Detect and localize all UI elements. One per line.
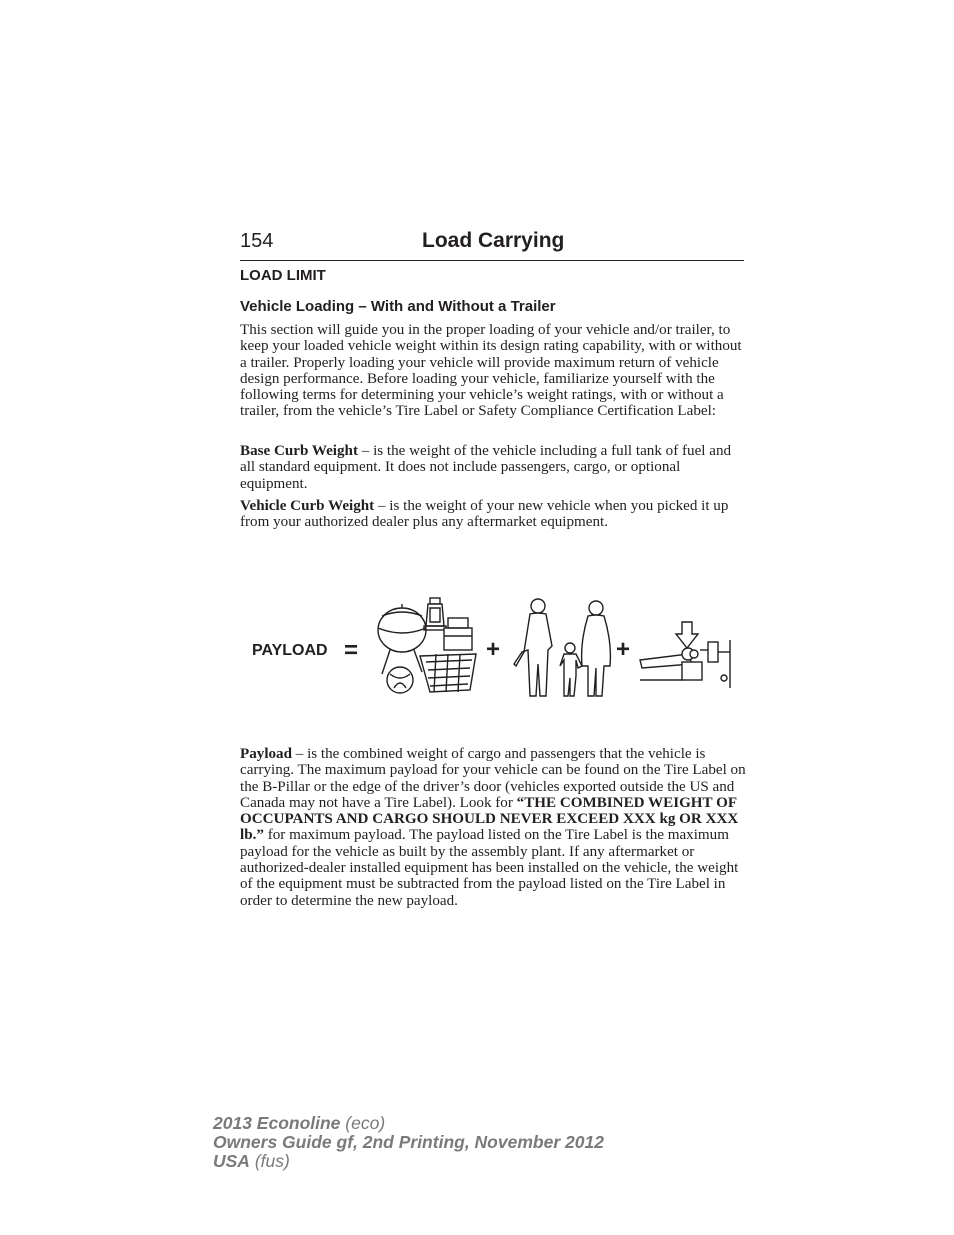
passengers-icon — [514, 599, 610, 696]
plus-sign-first: + — [486, 636, 501, 663]
chapter-title: Load Carrying — [422, 229, 565, 252]
footer-market-line — [213, 1152, 604, 1171]
page-header — [240, 228, 744, 261]
payload-definition-part1: – is the combined weight of cargo and passengers that the vehicle is carrying. The maximum payload for your vehicle can be found on the Tire Label on the B-Pillar or the edge of the driver’s door (vehicles exported outside the US and Canada may not have a Tire Label). Look for — [240, 746, 746, 811]
plus-sign-second: + — [616, 636, 631, 663]
base-curb-weight-definition: – is the weight of the vehicle including a full tank of fuel and all standard equipment. It does not include passengers, cargo, or optional equipment. — [240, 443, 732, 492]
equals-sign: = — [344, 637, 359, 664]
section-title: LOAD LIMIT — [240, 267, 326, 284]
footer-model: 2013 Econoline — [213, 1113, 341, 1133]
base-curb-weight-paragraph — [240, 443, 746, 492]
cargo-icon — [378, 598, 476, 693]
vehicle-curb-weight-paragraph — [240, 498, 746, 531]
footer-guide: Owners Guide gf, 2nd Printing, November 2012 — [213, 1132, 604, 1152]
footer-market: USA — [213, 1151, 250, 1171]
trailer-hitch-icon — [640, 622, 730, 688]
payload-paragraph — [240, 746, 746, 909]
footer-market-code: (fus) — [249, 1151, 290, 1171]
base-curb-weight-term: Base Curb Weight — [240, 443, 358, 459]
page-number: 154 — [240, 230, 274, 252]
page-footer — [213, 1114, 604, 1171]
subsection-title: Vehicle Loading – With and Without a Trailer — [240, 298, 556, 315]
payload-illustration — [250, 592, 732, 704]
footer-model-code: (eco) — [340, 1113, 386, 1133]
payload-definition-part2: for maximum payload. The payload listed on the Tire Label is the maximum payload for the vehicle as built by the assembly plant. If any aftermarket or authorized-dealer installed equipment has been installed on the vehicle, the weight of the equipment must be subtracted from the payload listed on the Tire Label in order to determine the new payload. — [240, 827, 739, 909]
footer-model-line — [213, 1114, 604, 1133]
payload-term: Payload — [240, 746, 292, 762]
footer-guide-line — [213, 1133, 604, 1152]
payload-label-warning: “THE COMBINED WEIGHT OF OCCUPANTS AND CARGO SHOULD NEVER EXCEED XXX kg OR XXX lb.” — [240, 794, 739, 844]
payload-label: PAYLOAD — [252, 642, 328, 659]
vehicle-curb-weight-definition: – is the weight of your new vehicle when you picked it up from your authorized dealer plus any aftermarket equipment. — [240, 498, 729, 531]
vehicle-curb-weight-term: Vehicle Curb Weight — [240, 498, 375, 514]
intro-paragraph: This section will guide you in the proper loading of your vehicle and/or trailer, to keep your loaded vehicle weight within its design rating capability, with or without a trailer. Properly loading your vehicle will provide maximum return of vehicle design performance. Before loading your vehicle, familiarize yourself with the following terms for determining your vehicle’s weight ratings, with or without a trailer, from the vehicle’s Tire Label or Safety Compliance Certification Label: — [240, 322, 742, 420]
